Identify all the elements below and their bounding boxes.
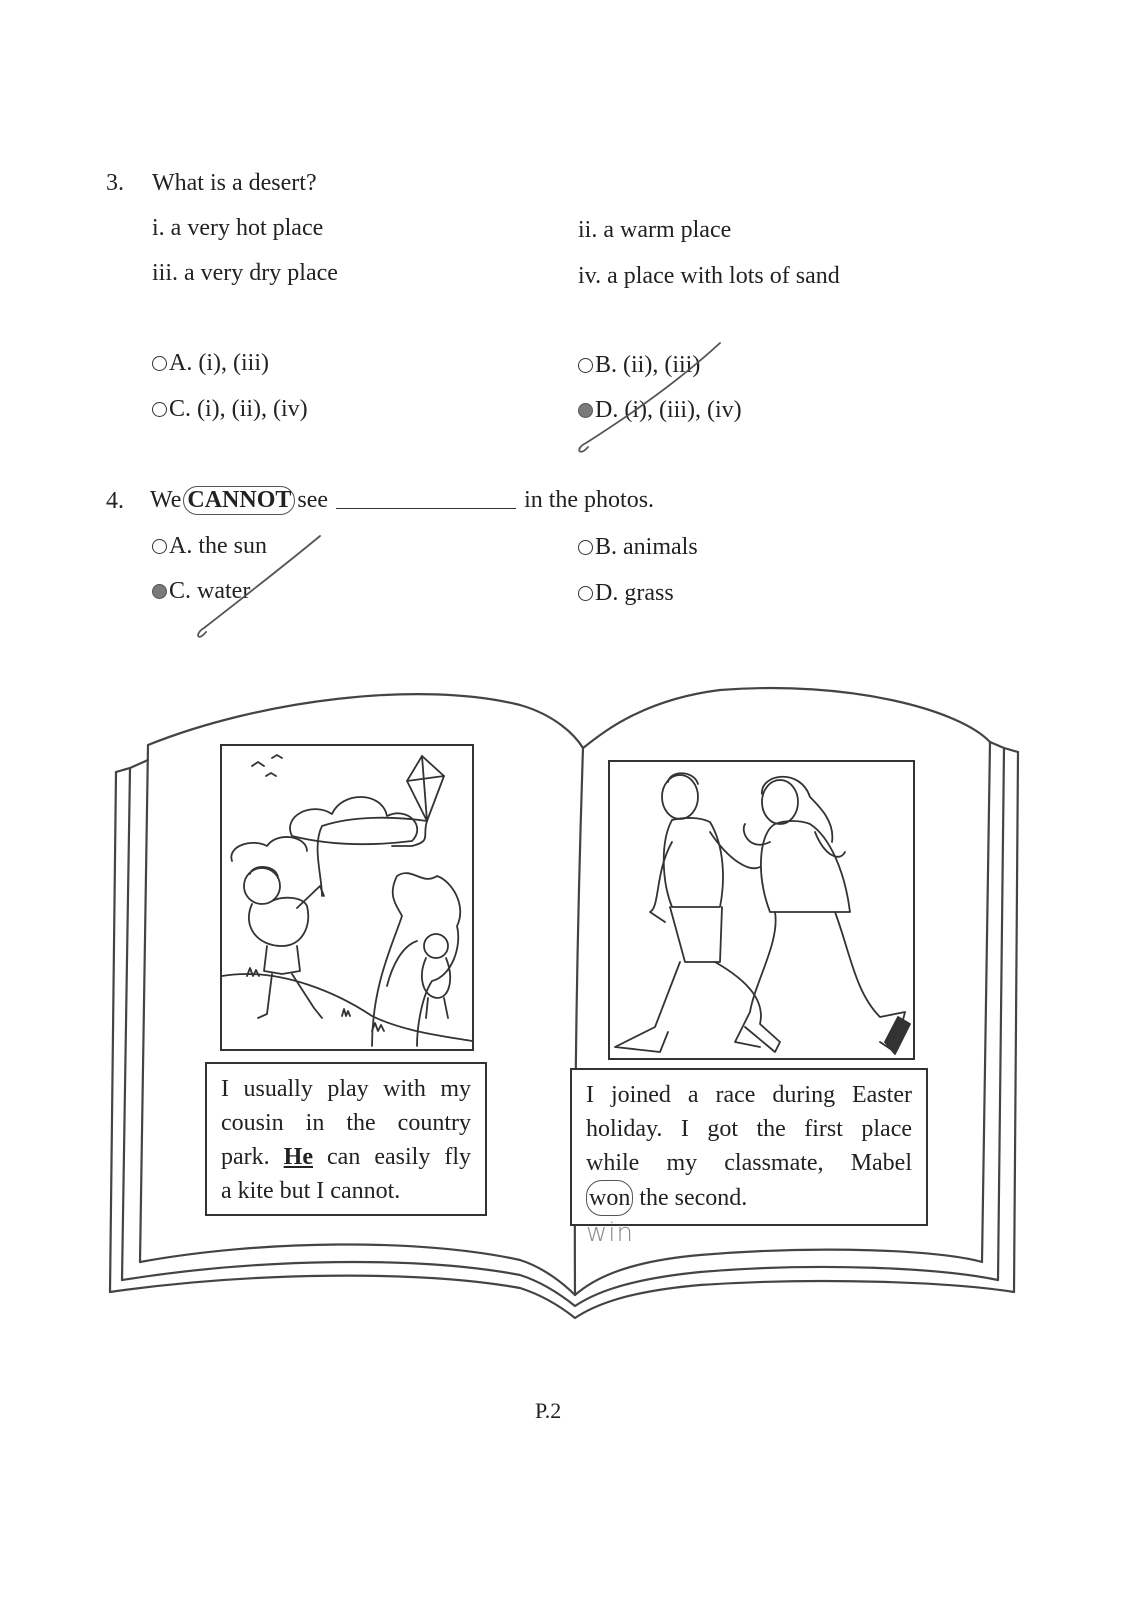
caption-line: while my classmate, Mabel bbox=[586, 1150, 912, 1176]
caption-line: holiday. I got the first place bbox=[586, 1116, 912, 1142]
caption-line: cousin in the country bbox=[221, 1110, 471, 1136]
caption-line: I joined a race during Easter bbox=[586, 1082, 912, 1108]
caption-line: a kite but I cannot. bbox=[221, 1178, 401, 1204]
caption-line: park. He can easily fly bbox=[221, 1144, 471, 1170]
handwritten-correction: win bbox=[586, 1218, 634, 1248]
q4-option-d[interactable]: D. grass bbox=[578, 580, 674, 607]
circled-keyword: CANNOT bbox=[183, 486, 295, 515]
q3-option-d[interactable]: D. (i), (iii), (iv) bbox=[578, 397, 742, 424]
q3-option-a[interactable]: A. (i), (iii) bbox=[152, 350, 269, 377]
q4-stem: We CANNOT see in the photos. bbox=[150, 487, 655, 513]
q3-option-c[interactable]: C. (i), (ii), (iv) bbox=[152, 396, 308, 423]
q3-statement-iv: iv. a place with lots of sand bbox=[578, 263, 840, 289]
q3-stem: What is a desert? bbox=[152, 170, 317, 196]
race-illustration bbox=[610, 762, 913, 1058]
q3-statement-ii: ii. a warm place bbox=[578, 217, 732, 243]
caption-line: won the second. bbox=[586, 1180, 912, 1216]
q3-statement-iii: iii. a very dry place bbox=[152, 260, 338, 286]
q3-statement-i: i. a very hot place bbox=[152, 215, 324, 241]
q3-number: 3. bbox=[106, 170, 124, 196]
caption-line: I usually play with my bbox=[221, 1076, 471, 1102]
q4-option-b[interactable]: B. animals bbox=[578, 534, 698, 561]
q4-option-a[interactable]: A. the sun bbox=[152, 533, 267, 560]
circled-word: won bbox=[586, 1180, 633, 1216]
kite-picture bbox=[220, 744, 474, 1051]
underlined-keyword: He bbox=[283, 1144, 313, 1170]
race-picture bbox=[608, 760, 915, 1060]
q3-option-b[interactable]: B. (ii), (iii) bbox=[578, 352, 700, 379]
q4-option-c[interactable]: C. water bbox=[152, 578, 250, 605]
q4-number: 4. bbox=[106, 488, 124, 514]
page-number: P.2 bbox=[535, 1398, 562, 1423]
kite-illustration bbox=[222, 746, 472, 1049]
right-caption-box bbox=[570, 1068, 928, 1226]
left-caption-box bbox=[205, 1062, 487, 1216]
